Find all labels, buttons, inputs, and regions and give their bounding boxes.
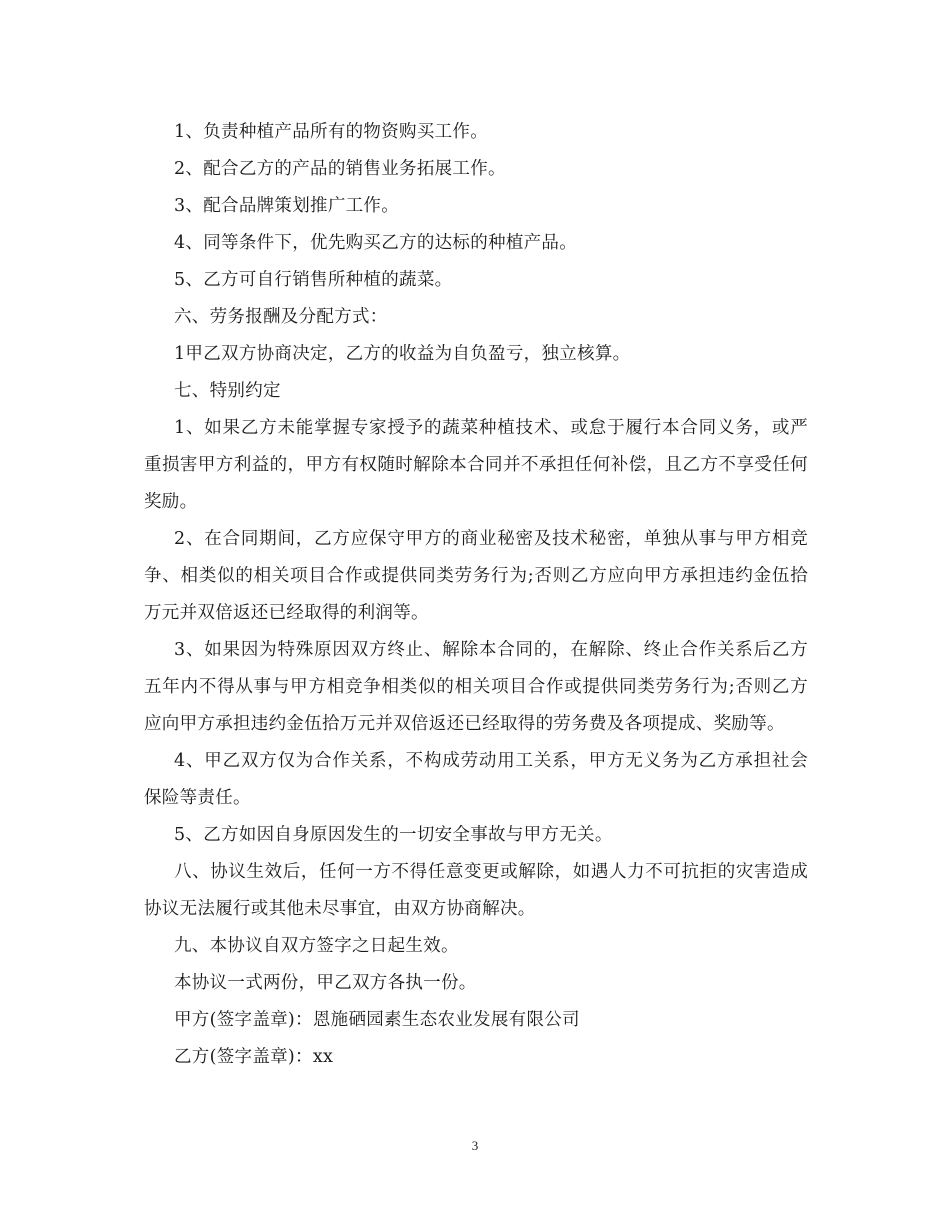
paragraph-cooperation-relation: 4、甲乙双方仅为合作关系，不构成劳动用工关系，甲方无义务为乙方承担社会保险等责任。 <box>144 751 808 808</box>
paragraph-priority-purchase: 4、同等条件下，优先购买乙方的达标的种植产品。 <box>174 233 578 253</box>
paragraph-safety-liability: 5、乙方如因自身原因发生的一切安全事故与甲方无关。 <box>174 825 613 845</box>
paragraph-copies: 本协议一式两份，甲乙双方各执一份。 <box>174 973 477 993</box>
document-body <box>144 114 808 1076</box>
paragraph-sales-support: 2、配合乙方的产品的销售业务拓展工作。 <box>174 159 506 179</box>
signature-party-b: 乙方(签字盖章)：xx <box>174 1047 334 1067</box>
paragraph-confidentiality-clause: 2、在合同期间，乙方应保守甲方的商业秘密及技术秘密，单独从事与甲方相竞争、相类似的相关项目合作或提供同类劳务行为;否则乙方应向甲方承担违约金伍拾万元并双倍返还已经取得的利润等。 <box>144 529 808 623</box>
section-heading-remuneration: 六、劳务报酬及分配方式： <box>174 307 388 327</box>
paragraph-effective-date: 九、本协议自双方签字之日起生效。 <box>174 936 459 956</box>
paragraph-self-sale: 5、乙方可自行销售所种植的蔬菜。 <box>174 270 453 290</box>
page-number: 3 <box>471 1138 479 1153</box>
paragraph-agreement-validity: 八、协议生效后，任何一方不得任意变更或解除，如遇人力不可抗拒的灾害造成协议无法履行或其他未尽事宜，由双方协商解决。 <box>144 862 808 919</box>
section-heading-special-terms: 七、特别约定 <box>174 381 281 401</box>
signature-party-a: 甲方(签字盖章)：恩施硒园素生态农业发展有限公司 <box>174 1010 580 1030</box>
paragraph-supply-purchase: 1、负责种植产品所有的物资购买工作。 <box>174 122 489 142</box>
paragraph-brand-promotion: 3、配合品牌策划推广工作。 <box>174 196 400 216</box>
paragraph-termination-clause: 1、如果乙方未能掌握专家授予的蔬菜种植技术、或怠于履行本合同义务，或严重损害甲方利益的，甲方有权随时解除本合同并不承担任何补偿，且乙方不享受任何奖励。 <box>144 418 808 512</box>
paragraph-profit-sharing: 1甲乙双方协商决定，乙方的收益为自负盈亏，独立核算。 <box>174 344 631 364</box>
paragraph-non-compete-clause: 3、如果因为特殊原因双方终止、解除本合同的，在解除、终止合作关系后乙方五年内不得从事与甲方相竞争相类似的相关项目合作或提供同类劳务行为;否则乙方应向甲方承担违约金伍拾万元并双倍返还已经取得的劳务费及各项提成、奖励等。 <box>144 640 808 734</box>
